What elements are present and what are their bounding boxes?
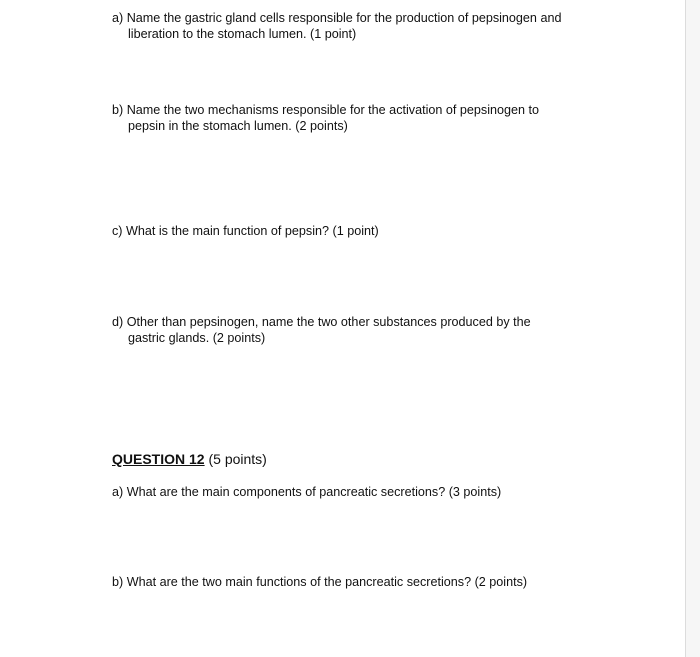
question-d <box>112 315 602 346</box>
question-12-points: (5 points) <box>208 451 267 467</box>
question-d-line1: d) Other than pepsinogen, name the two other substances produced by the <box>112 315 531 329</box>
question-c-line1: c) What is the main function of pepsin? (1 point) <box>112 224 379 238</box>
question-a <box>112 11 602 42</box>
question-b <box>112 103 602 134</box>
question-12-part-a <box>112 485 602 501</box>
question-b-line1: b) Name the two mechanisms responsible for the activation of pepsinogen to <box>112 103 540 117</box>
question-d-line2: gastric glands. (2 points) <box>128 330 266 345</box>
question-a-line2: liberation to the stomach lumen. (1 point) <box>128 26 357 41</box>
question-12-heading <box>112 451 267 468</box>
question-12-part-b-text: b) What are the two main functions of the pancreatic secretions? (2 points) <box>112 575 528 589</box>
question-a-line1: a) Name the gastric gland cells responsible for the production of pepsinogen and <box>112 11 562 25</box>
question-12-part-a-text: a) What are the main components of pancreatic secretions? (3 points) <box>112 485 502 499</box>
page-edge-shadow <box>685 0 700 657</box>
question-c <box>112 224 602 240</box>
question-12-part-b <box>112 575 602 591</box>
question-12-title: QUESTION 12 <box>112 451 205 467</box>
question-b-line2: pepsin in the stomach lumen. (2 points) <box>128 118 348 133</box>
